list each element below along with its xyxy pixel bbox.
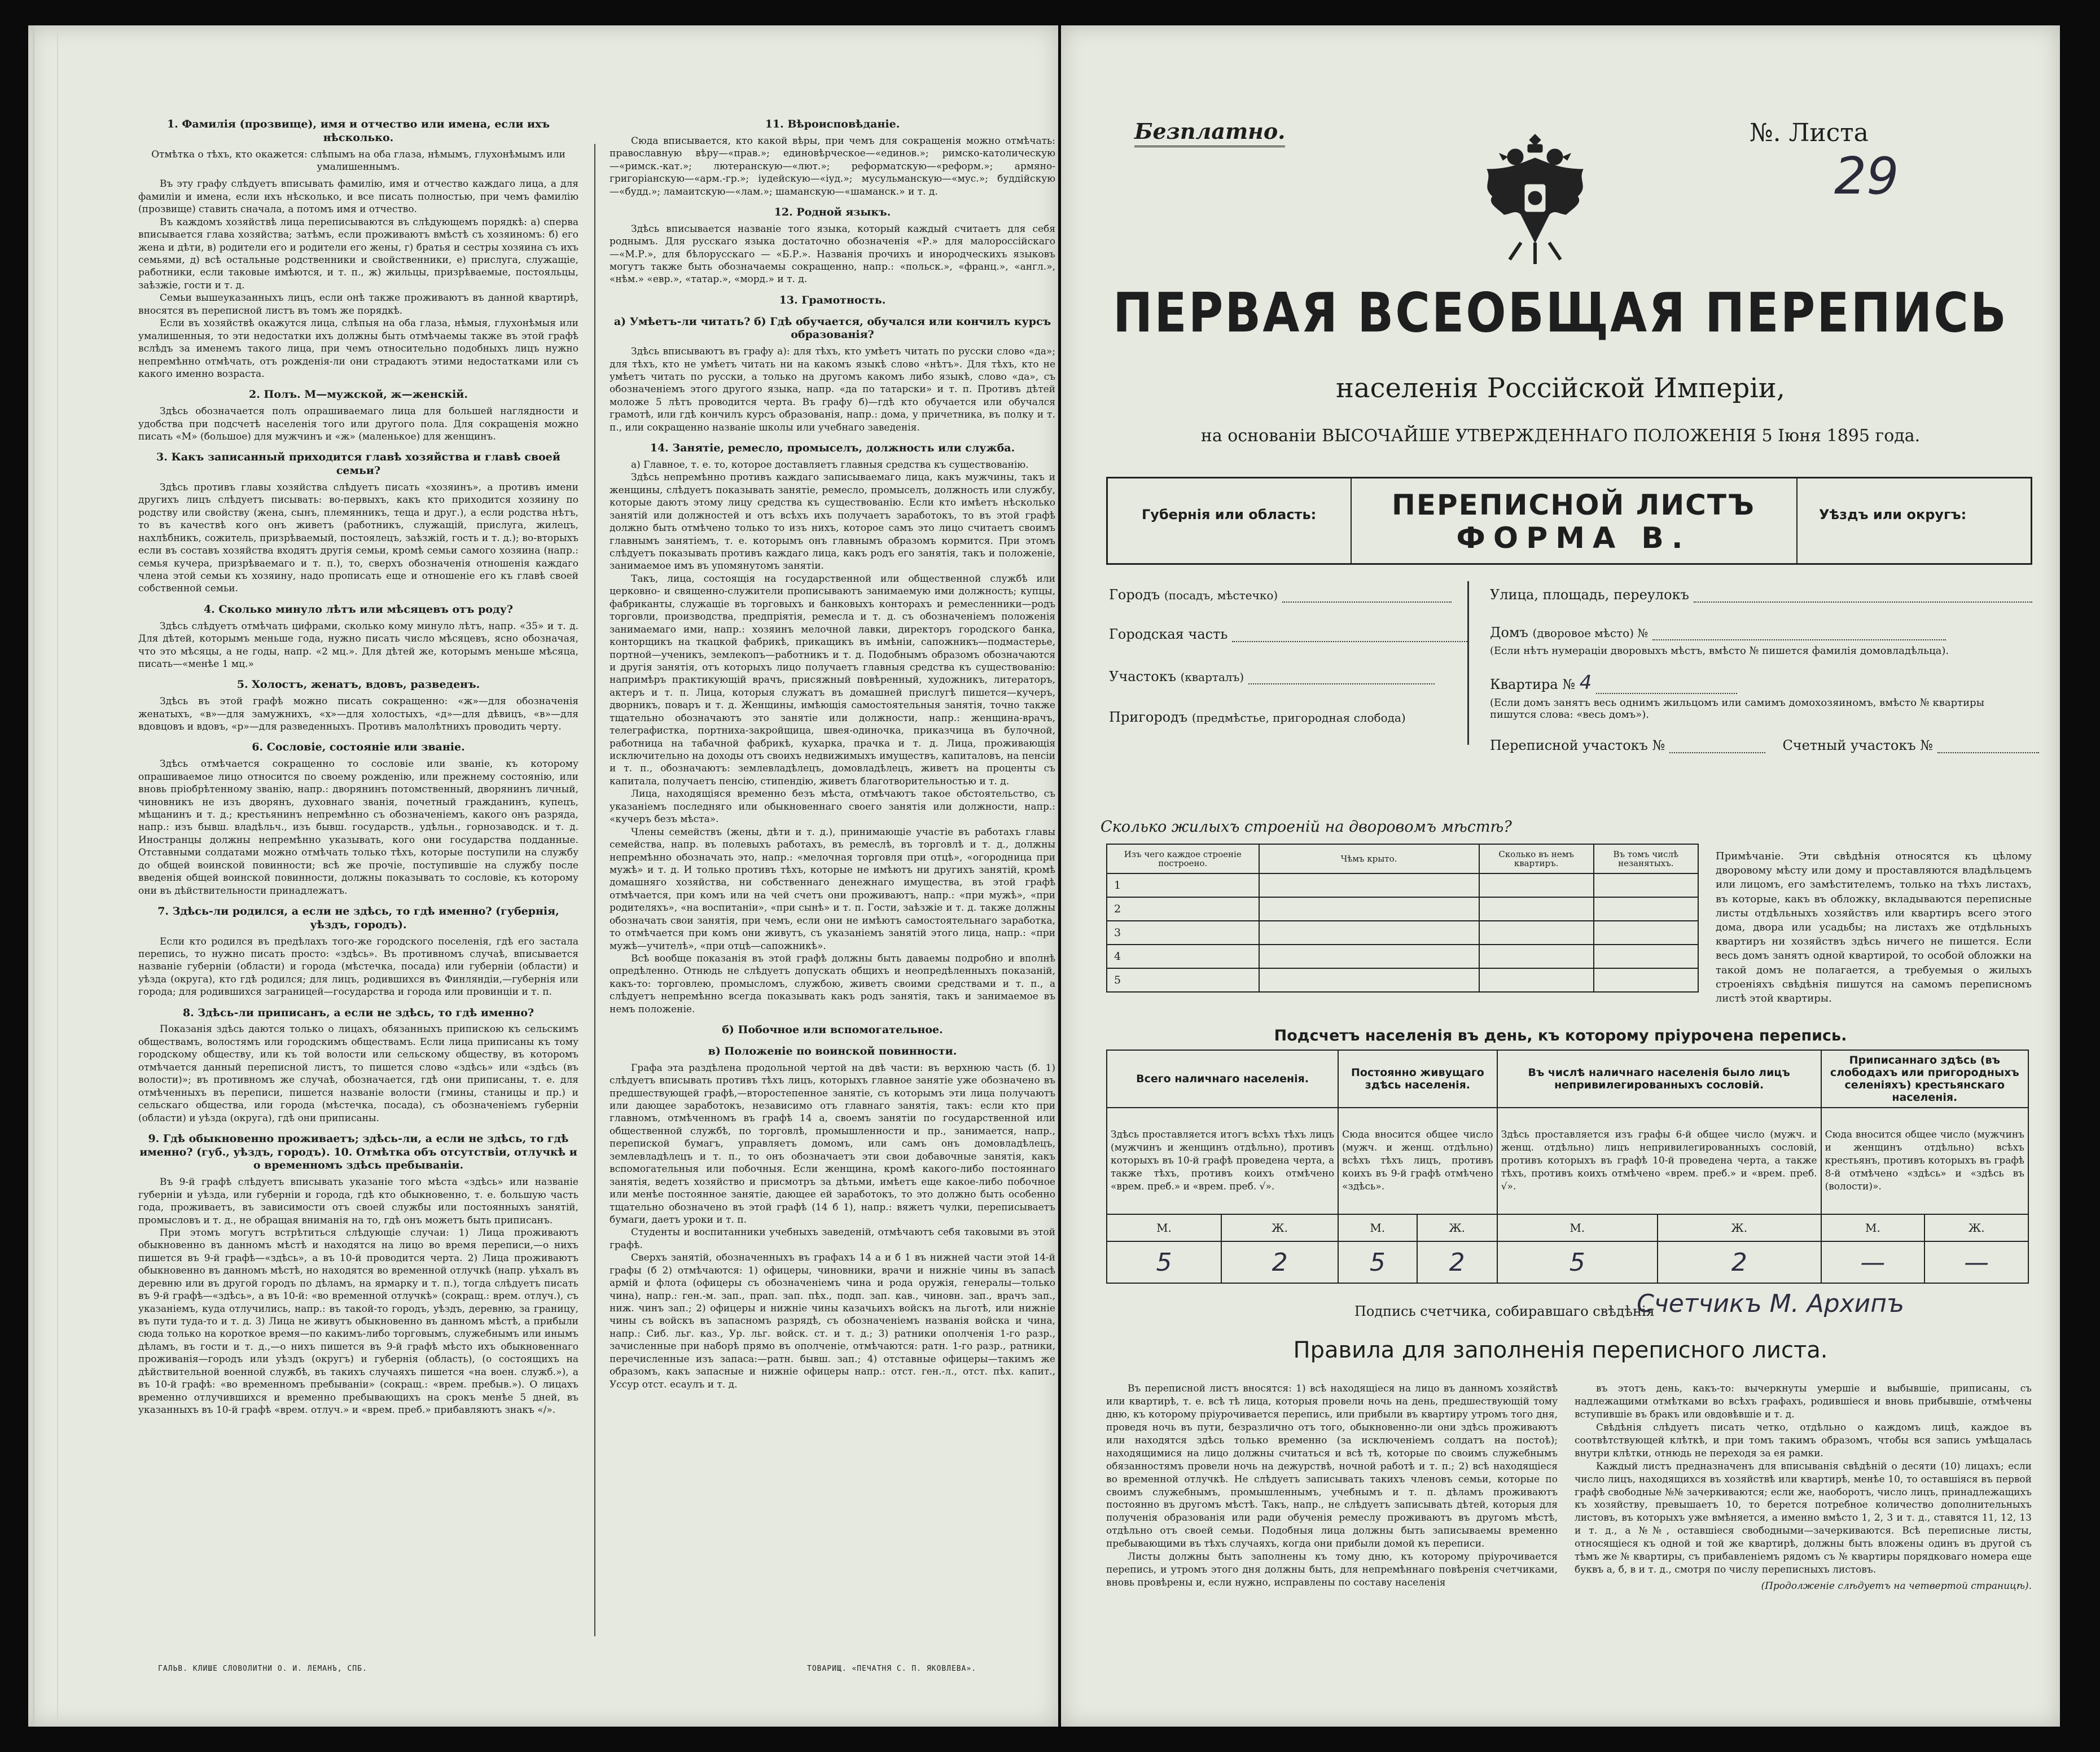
instruction-heading: 12. Родной языкъ. — [774, 205, 891, 218]
precinct-label: Участокъ — [1109, 669, 1176, 684]
table-cell — [1479, 968, 1594, 992]
instruction-heading: в) Положеніе по воинской повинности. — [708, 1044, 957, 1057]
buildings-note: Примѣчаніе. Эти свѣдѣнія относятся къ цѣлому дворовому мѣсту или дому и проставляются владѣльцемъ или лицомъ, его замѣстителемъ, только на тѣхъ листахъ, въ которые, какъ въ обложку, вкладываются переписные листы отдѣльныхъ хозяйствъ или квартиръ всего этого дома, двора или усадьбы; на листахъ же отдѣльныхъ квартиръ ни хозяйствъ здѣсь ничего не пишется. Если весь домъ занятъ одной квартирой, то особой обложки на такой домъ не полагается, а требуемыя о жилыхъ строеніяхъ свѣдѣнія пишутся на самомъ переписномъ листѣ этой квартиры. — [1716, 850, 2032, 1004]
instruction-heading: 4. Сколько минуло лѣтъ или мѣсяцевъ отъ роду? — [203, 603, 514, 616]
instruction-paragraph: Здѣсь отмѣчается сокращенно то сословіе или званіе, къ которому опрашиваемое лицо относится по своему рожденію, или прежнему состоянію, или вновь пріобрѣтенному званію, напр.: дворянинъ потомственный, дворянинъ личный, чиновникъ не изъ дворянъ, духовнаго званія, почетный гражданинъ, купецъ, мѣщанинъ и т. д.; крестьянинъ непремѣнно съ обозначеніемъ, какого онъ разряда, напр.: изъ бывш. владѣльч., изъ бывш. государств., удѣльн., горнозаводск. и т. д. Иностранцы должны непремѣнно указывать, кого они государства подданные. Отставными солдатами можно отмѣчать только тѣхъ, которые поступили на службу до общей воинской повинности; всѣ же прочіе, поступившіе на службу после введенія общей воинской повинности, должны показывать то сословіе, къ которому они въ дѣйствительности принадлежатъ. — [138, 758, 578, 897]
form-header-box — [1106, 477, 2032, 565]
instructions-column-left — [138, 110, 578, 1642]
table-cell — [1479, 873, 1594, 897]
male-label: М. — [1497, 1214, 1658, 1241]
female-count: 2 — [1221, 1241, 1338, 1283]
male-count: — — [1821, 1241, 1925, 1283]
signature-label: Подпись счетчика, собиравшаго свѣдѣнія — [1354, 1303, 1655, 1319]
apartment-value: 4 — [1579, 671, 1592, 694]
rules-title: Правила для заполненія переписного листа. — [1293, 1337, 1828, 1363]
rules-column-left — [1106, 1382, 1558, 1589]
buildings-table — [1106, 844, 1699, 993]
instruction-paragraph: Здѣсь въ этой графѣ можно писать сокращенно: «ж»—для обозначенія женатыхъ, «в»—для замужнихъ, «х»—для холостыхъ, «д»—для дѣвицъ, «в»—для вдовцовъ и вдовъ, «р»—для разведенныхъ. Противъ малолѣтнихъ проводить черту. — [138, 696, 578, 732]
female-label: Ж. — [1417, 1214, 1497, 1241]
instruction-paragraph: Если кто родился въ предѣлахъ того-же городского поселенія, гдѣ его застала перепись, то нужно писать просто: «здѣсь». Въ противномъ случаѣ, вписывается названіе губерніи (области) и города (мѣстечка, посада) или губерніи (области) и уѣзда (округа), кто гдѣ родился; для лицъ, родившихся въ Финляндіи,—губернія или города; для родившихся заграницей—государства и города или провинціи и т. п. — [138, 936, 578, 998]
instruction-heading: 7. Здѣсь-ли родился, а если не здѣсь, то гдѣ именно? (губернія, уѣздъ, городъ). — [157, 905, 559, 931]
signature-value: Счетчикъ М. Архипъ — [1637, 1289, 1905, 1318]
table-cell — [1479, 921, 1594, 945]
row-number: 4 — [1107, 945, 1259, 968]
buildings-table-header: Чѣмъ крыто. — [1259, 844, 1479, 873]
instruction-heading: 9. Гдѣ обыкновенно проживаетъ; здѣсь-ли, а если не здѣсь, то гдѣ именно? (губ., уѣздъ, городъ). 10. Отмѣтка объ отсутствіи, отлучкѣ и о временномъ здѣсь пребываніи. — [139, 1132, 577, 1172]
instruction-paragraph: Лица, находящіяся временно безъ мѣста, отмѣчаютъ такое обстоятельство, съ указаніемъ последняго или обыкновеннаго своего занятія или должности, напр.: «кучеръ безъ мѣста». — [610, 788, 1055, 825]
table-cell — [1259, 921, 1479, 945]
female-label: Ж. — [1658, 1214, 1821, 1241]
suburb-label: Пригородъ — [1109, 709, 1188, 725]
sheet-number-label: №. Листа — [1750, 118, 1869, 147]
census-subtitle: населенія Россійской Имперіи, — [1336, 372, 1785, 404]
male-label: М. — [1821, 1214, 1925, 1241]
female-label: Ж. — [1221, 1214, 1338, 1241]
instruction-paragraph: Здѣсь вписываютъ въ графу а): для тѣхъ, кто умѣетъ читать по русски слово «да»; для тѣхъ, кто не умѣетъ читать ни на какомъ языкѣ слово «нѣтъ». Для тѣхъ, кто не умѣетъ читать по русски, а только на другомъ какомъ либо языкѣ, слово «да», съ обозначеніемъ этого другого языка, напр. «да по татарски» и т. п. Противъ дѣтей моложе 5 лѣтъ проводится черта. Въ графу б)—гдѣ кто обучается или обучался грамотѣ, или гдѣ кончилъ курсъ образованія, напр.: дома, у причетника, въ полку и т. п., или сокращенно названіе школы или учебнаго заведенія. — [610, 346, 1055, 433]
count-column-header: Всего наличнаго населенія. — [1107, 1050, 1338, 1108]
census-section-field — [1490, 737, 2039, 753]
population-count-table — [1106, 1050, 2029, 1284]
district-cell — [1796, 478, 2031, 563]
count-column-description: Сюда вносится общее число (мужч. и женщ. отдѣльно) всѣхъ тѣхъ лицъ, противъ коихъ въ 9-й графѣ отмѣчено «здѣсь». — [1338, 1108, 1497, 1214]
row-number: 1 — [1107, 873, 1259, 897]
female-count: 2 — [1658, 1241, 1821, 1283]
free-label: Безплатно. — [1134, 118, 1285, 147]
city-part-field — [1109, 626, 1469, 642]
street-field — [1490, 587, 2032, 603]
instruction-paragraph: Графа эта раздѣлена продольной чертой на двѣ части: въ верхнюю часть (б. 1) слѣдуетъ вписывать противъ тѣхъ лицъ, которыхъ главное занятіе уже обозначено въ предшествующей графѣ,—второстепенное занятіе, съ которымъ эти лица получаютъ или дающее заработокъ, независимо отъ главнаго занятія, такъ: если кто при главномъ, отмѣченномъ въ графѣ 14 а, своемъ занятіи по государственной или общественной службѣ, по торговлѣ, промышленности и пр., занимается, напр., перепиской бумагъ, управляетъ домомъ, или самъ онъ домовладѣлецъ, землевладѣлецъ и т. п., то онъ обозначаетъ эти свои добавочные занятія, какъ вспомогательныя или побочныя. Если женщина, кромѣ какого-либо постояннаго занятія, ведетъ хозяйство и присмотръ за дѣтьми, имѣетъ еще какое-либо побочное или менѣе постоянное занятіе, дающее ей заработокъ, то это должно быть особенно тщательно обозначено въ этой графѣ (14 б 1), напр.: вяжетъ чулки, переписываетъ бумаги, даетъ уроки и т. п. — [610, 1062, 1055, 1226]
table-row — [1107, 897, 1698, 921]
address-divider — [1467, 581, 1469, 745]
table-cell — [1594, 921, 1698, 945]
female-label: Ж. — [1924, 1214, 2028, 1241]
district-label: Уѣздъ или округъ: — [1819, 507, 1967, 522]
count-column-header: Постоянно живущаго здѣсь населенія. — [1338, 1050, 1497, 1108]
buildings-table-header: Изъ чего каждое строеніе построено. — [1107, 844, 1259, 873]
precinct-field — [1109, 669, 1435, 684]
rule-paragraph: Листы должны быть заполнены къ тому дню, къ которому пріурочивается перепись, и утромъ этого дня должны быть, для непремѣннаго повѣренія счетчиками, вновь провѣрены и, если нужно, исправлены по составу населенія — [1106, 1551, 1558, 1589]
double-headed-eagle-icon — [1476, 130, 1594, 271]
house-field — [1490, 625, 1946, 640]
table-row — [1107, 921, 1698, 945]
male-label: М. — [1107, 1214, 1221, 1241]
instruction-paragraph: Члены семействъ (жены, дѣти и т. д.), принимающіе участіе въ работахъ главы семейства, напр. въ полевыхъ работахъ, въ ремеслѣ, въ торговлѣ и т. д., должны непремѣнно обозначать это, напр.: «мелочная торговля при отцѣ», «огородница при мужѣ» и т. д. И только противъ тѣхъ, которые не имѣютъ ни другихъ занятій, кромѣ домашняго хозяйства, ни собственнаго денежнаго имущества, въ этой графѣ отмѣчается, при комъ или на чей счетъ они проживаютъ, напр.: «при мужѣ», «при родителяхъ», «на воспитаніи», «при сынѣ» и т. п. Гости, заѣзжіе и т. д. также должны обозначать свои занятія, при чемъ, если они не имѣютъ самостоятельнаго заработка, то отмѣчается при комъ они живутъ, съ указаніемъ занятій этого лица, напр.: «при мужѣ—учителѣ», «при отцѣ—сапожникѣ». — [610, 826, 1055, 952]
row-number: 2 — [1107, 897, 1259, 921]
count-column-description: Сюда вносится общее число (мужчинъ и женщинъ отдѣльно) всѣхъ крестьянъ, противъ которыхъ въ графѣ 8-й отмѣчено «здѣсь» и «здѣсь въ (волости)». — [1821, 1108, 2028, 1214]
instruction-heading: б) Побочное или вспомогательное. — [722, 1024, 943, 1037]
rule-paragraph: Свѣдѣнія слѣдуетъ писать четко, отдѣльно о каждомъ лицѣ, каждое въ соотвѣтствующей клѣткѣ, и при томъ такимъ образомъ, чтобы вся запись умѣщалась внутри клѣтки, отнюдь не переходя за ея рамки. — [1575, 1421, 2032, 1459]
row-number: 3 — [1107, 921, 1259, 945]
male-count: 5 — [1107, 1241, 1221, 1283]
suburb-hint: (предмѣстье, пригородная слобода) — [1191, 711, 1406, 724]
right-page — [1061, 25, 2060, 1727]
instruction-paragraph: Здѣсь противъ главы хозяйства слѣдуетъ писать «хозяинъ», а противъ имени другихъ лицъ слѣдуетъ писывать: во-первыхъ, какъ кто приходится хозяину по родству или свойству (жена, сынъ, племянникъ, теща и друг.), а если родства нѣтъ, то въ качествѣ кого онъ живетъ (работникъ, служащій, прислуга, жилецъ, нахлѣбникъ, сожитель, призрѣваемый, постоялецъ, заѣзжій, гость и т. д.); во-вторыхъ если въ составъ хозяйства входятъ другія семьи, кромѣ семьи самого хозяина (напр.: семья кучера, призрѣваемаго и т. п.), то, сверхъ обозначенія отношенія каждаго члена этой семьи къ хозяину, надо прописать еще и отношеніе его къ главѣ своей собственной семьи. — [138, 481, 578, 595]
instruction-paragraph: Здѣсь обозначается полъ опрашиваемаго лица для большей наглядности и удобства при подсчетѣ населенія того или другого пола. Для сокращенія можно писать «М» (большое) для мужчинъ и «ж» (маленькое) для женщинъ. — [138, 406, 578, 442]
count-column-header: Приписаннаго здѣсь (въ слободахъ или пригородныхъ селеніяхъ) крестьянскаго населенія. — [1821, 1050, 2028, 1108]
instruction-paragraph: Здѣсь слѣдуетъ отмѣчать цифрами, сколько кому минуло лѣтъ, напр. «35» и т. д. Для дѣтей, которымъ меньше года, нужно писать число мѣсяцевъ, ясно обозначая, что это мѣсяцы, а не годы, напр. «2 мц.». Для дѣтей же, которымъ меньше мѣсяца, писать—«менѣе 1 мц.» — [138, 620, 578, 670]
female-count: — — [1924, 1241, 2028, 1283]
instruction-paragraph: Здѣсь непремѣнно противъ каждаго записываемаго лица, какъ мужчины, такъ и женщины, слѣдуетъ показывать занятіе, ремесло, промыселъ, должность или службу, которые даютъ этому лицу средства къ существованію. Если кто имѣетъ нѣсколько занятій или должностей и отъ всѣхъ ихъ получаетъ заработокъ, то въ этой графѣ должно быть отмѣчено только то изъ нихъ, которое самъ это лицо считаетъ своимъ главнымъ занятіемъ, т. е. которымъ онъ главнымъ образомъ кормится. При этомъ слѣдуетъ показывать противъ каждаго лица, какъ родъ его занятія, такъ и положеніе, занимаемое имъ въ упомянутомъ занятіи. — [610, 472, 1055, 572]
count-column-header: Въ числѣ наличнаго населенія было лицъ непривилегированныхъ сословій. — [1497, 1050, 1821, 1108]
form-subtitle: ФОРМА В. — [1456, 521, 1691, 555]
count-section-label: Счетный участокъ № — [1782, 737, 1933, 753]
city-hint: (посадъ, мѣстечко) — [1164, 589, 1278, 602]
suburb-field — [1109, 709, 1406, 725]
row-number: 5 — [1107, 968, 1259, 992]
province-cell — [1108, 478, 1352, 563]
census-section-label: Переписной участокъ № — [1490, 737, 1665, 753]
instruction-paragraph: Здѣсь вписывается названіе того языка, который каждый считаетъ для себя роднымъ. Для русскаго языка достаточно обозначенія «Р.» для малороссійскаго—«М.Р.», для бѣлорусскаго — «Б.Р.». Названія прочихъ и инородческихъ языковъ могутъ также быть обозначаемы сокращенно, напр.: «польск.», «франц.», «англ.», «нѣм.» «евр.», «татар.», «морд.» и т. д. — [610, 223, 1055, 286]
precinct-hint: (кварталъ) — [1180, 670, 1244, 684]
rule-paragraph: Въ переписной листъ вносятся: 1) всѣ находящіеся на лицо въ данномъ хозяйствѣ или квартирѣ, т. е. всѣ тѣ лица, которыя провели ночь на день, предшествующій тому дню, къ которому пріурочивается перепись, или прибыли въ квартиру утромъ того дня, проведя ночь въ пути, безразлично отъ того, обыкновенно-ли они здѣсь проживаютъ или находятся здѣсь только временно (за исключеніемъ солдатъ на постоѣ); находящимися на лицо должны считаться и всѣ тѣ, которые по своимъ служебнымъ обязанностямъ провели ночь на дежурствѣ, ночной работѣ и т. п.; 2) всѣ находящіеся во временной отлучкѣ. Не слѣдуетъ записывать такихъ членовъ семьи, которые по своимъ служебнымъ, промышленнымъ, учебнымъ и т. п. дѣламъ проживаютъ постоянно въ другомъ мѣстѣ. Такъ, напр., не слѣдуетъ записывать дѣтей, которыя для полученія образованія или ради обученія ремеслу проживаютъ въ другомъ мѣстѣ, отдѣльно отъ своей семьи. Подобныя лица должны быть записываемы временно пребывающими въ тѣхъ случаяхъ, когда они прибыли домой къ переписи. — [1106, 1383, 1558, 1550]
instruction-paragraph: Студенты и воспитанники учебныхъ заведеній, отмѣчаютъ себя таковыми въ этой графѣ. — [610, 1227, 1055, 1251]
table-cell — [1259, 873, 1479, 897]
table-cell — [1259, 897, 1479, 921]
rule-paragraph: Каждый листъ предназначенъ для вписыванія свѣдѣній о десяти (10) лицахъ; если число лицъ, находящихся въ хозяйствѣ или квартирѣ, менѣе 10, то оставшіяся въ первой графѣ свободные №№ зачеркиваются; если же, наоборотъ, число лицъ, принадлежащихъ къ хозяйству, превышаетъ 10, то берется потребное количество дополнительныхъ листовъ, въ которыхъ уже вмѣняется, а именно вмѣсто 1, 2, 3 и т. д., ставятся 11, 12, 13 и т. д., а №№, оставшіеся свободными—зачеркиваются. Всѣ переписные листы, относящіеся къ одной и той же квартирѣ, должны быть вложены одинъ въ другой съ тѣмъ же № квартиры, съ прибавленіемъ рядомъ съ № квартиры порядковаго номера еще буквъ а, б, в и т. д., смотря по числу переписныхъ листовъ. — [1575, 1460, 2032, 1576]
house-label: Домъ — [1490, 625, 1528, 640]
count-column-description: Здѣсь проставляется итогъ всѣхъ тѣхъ лицъ (мужчинъ и женщинъ отдѣльно), противъ которыхъ въ 10-й графѣ проведена черта, а также тѣхъ, противъ коихъ отмѣчено «врем. преб.» и «врем. преб. √». — [1107, 1108, 1338, 1214]
buildings-table-header: Сколько въ немъ квартиръ. — [1479, 844, 1594, 873]
instruction-heading: 5. Холостъ, женатъ, вдовъ, разведенъ. — [236, 678, 480, 691]
enumerator-signature — [1354, 1289, 1905, 1319]
instruction-paragraph: Въ эту графу слѣдуетъ вписывать фамилію, имя и отчество каждаго лица, а для фамиліи и имена, если ихъ нѣсколько, и все писать полностью, при чемъ фамилію (прозвище) ставить сначала, а потомъ имя и отчество. — [138, 178, 578, 216]
table-cell — [1594, 897, 1698, 921]
instruction-paragraph: Если въ хозяйствѣ окажутся лица, слѣпыя на оба глаза, нѣмыя, глухонѣмыя или умалишенныя, то эти недостатки ихъ должны быть отмѣчаемы также въ этой графѣ вслѣдъ за именемъ такого лица, при чемъ относительно подобныхъ лицъ нужно непремѣнно отмѣчать, отъ рожденія-ли они страдаютъ этими недостатками или съ какого именно возраста. — [138, 318, 578, 380]
population-count-title: Подсчетъ населенія въ день, къ которому пріурочена перепись. — [1274, 1027, 1847, 1044]
table-cell — [1594, 945, 1698, 968]
city-label: Городъ — [1109, 587, 1160, 603]
instruction-heading: 8. Здѣсь-ли приписанъ, а если не здѣсь, то гдѣ именно? — [182, 1006, 534, 1019]
male-count: 5 — [1497, 1241, 1658, 1283]
male-count: 5 — [1338, 1241, 1417, 1283]
buildings-question: Сколько жилыхъ строеній на дворовомъ мѣстѣ? — [1101, 818, 1512, 836]
instruction-heading: 6. Сословіе, состояніе или званіе. — [252, 741, 465, 754]
table-cell — [1259, 968, 1479, 992]
stacked-page-edges — [33, 25, 58, 1727]
instruction-paragraph: Семьи вышеуказанныхъ лицъ, если онѣ также проживаютъ въ данной квартирѣ, вносятся въ переписной листъ въ томъ же порядкѣ. — [138, 292, 578, 317]
table-row — [1107, 968, 1698, 992]
printer-imprint-left: ГАЛЬВ. КЛИШЕ СЛОВОЛИТНИ О. И. ЛЕМАНЪ, СПБ. — [158, 1665, 367, 1673]
instruction-heading: а) Умѣетъ-ли читать? б) Гдѣ обучается, обучался или кончилъ курсъ образованія? — [613, 315, 1051, 341]
table-cell — [1479, 897, 1594, 921]
table-cell — [1594, 873, 1698, 897]
form-title-cell — [1351, 478, 1798, 563]
form-title: ПЕРЕПИСНОЙ ЛИСТЪ — [1392, 489, 1755, 521]
instruction-heading: 1. Фамилія (прозвище), имя и отчество или имена, если ихъ нѣсколько. — [166, 118, 550, 144]
instruction-note: Отмѣтка о тѣхъ, кто окажется: слѣпымъ на оба глаза, нѣмымъ, глухонѣмымъ или умалишеннымъ. — [151, 148, 565, 173]
instruction-paragraph: Всѣ вообще показанія въ этой графѣ должны быть даваемы подробно и вполнѣ опредѣленно. Отнюдь не слѣдуетъ допускать общихъ и неопредѣленныхъ показаній, какъ-то: торговлею, промысломъ, службою, живетъ своими средствами и т. п., а слѣдуетъ непремѣнно всегда показывать какъ родъ занятія, такъ и занимаемое въ немъ положеніе. — [610, 953, 1055, 1015]
instruction-heading: 14. Занятіе, ремесло, промыселъ, должность или служба. — [650, 442, 1015, 455]
city-part-label: Городская часть — [1109, 626, 1228, 642]
table-cell — [1594, 968, 1698, 992]
column-divider — [594, 144, 595, 1636]
instruction-heading: 2. Полъ. М—мужской, ж—женскій. — [248, 388, 468, 401]
table-cell — [1479, 945, 1594, 968]
sheet-number-value: 29 — [1834, 147, 1899, 206]
continuation-note: (Продолженіе слѣдуетъ на четвертой страницѣ). — [1761, 1580, 2032, 1592]
left-page — [28, 25, 1058, 1727]
table-row — [1107, 945, 1698, 968]
instruction-paragraph: Такъ, лица, состоящія на государственной или общественной службѣ или церковно- и священно-служители прописываютъ занимаемую ими должность; купцы, фабриканты, служащіе въ торговыхъ и банковыхъ конторахъ и ремесленники—родъ торговли, производства, предпріятія, ремесла и т. д. съ обозначеніемъ положенія занимаемаго ими, напр.: хозяинъ мелочной лавки, директоръ городского банка, конторщикъ на ткацкой фабрикѣ, прикащикъ въ имѣніи, сапожникъ—подмастерье, портной—ученикъ, землекопъ—работникъ и т. д. Подобнымъ образомъ обозначаются и другія занятія, отъ которыхъ лицо получаетъ главныя средства къ существованію: напримѣръ практикующій врачъ, присяжный повѣренный, художникъ, литераторъ, актеръ и т. п. Лица, которыя служатъ въ домашней прислугѣ пишется—кучеръ, дворникъ, поваръ и т. д. Женщины, имѣющія самостоятельныя занятія, точно также тщательно обозначаютъ это занятіе или должности, напр.: женщина-врачъ, телеграфистка, портниха-закройщица, швея-одиночка, приказчица въ булочной, работница на табачной фабрикѣ, кухарка, прачка и т. д. Лица, проживающія исключительно на доходы отъ своихъ недвижимыхъ имуществъ, капиталовъ, на пенсіи и т. п., обозначаютъ: землевладѣлецъ, домовладѣлецъ, живетъ на проценты съ капитала, получаетъ пенсію, стипендію, живетъ благотворительностью и т. д. — [610, 573, 1055, 787]
instruction-paragraph: а) Главное, т. е. то, которое доставляетъ главныя средства къ существованію. — [631, 459, 1029, 471]
street-label: Улица, площадь, переулокъ — [1490, 587, 1689, 603]
instruction-paragraph: При этомъ могутъ встрѣтиться слѣдующіе случаи: 1) Лица проживаютъ обыкновенно въ данномъ мѣстѣ и находятся на лицо во время переписи,—о нихъ пишется въ 9-й графѣ—«здѣсь», а въ 10-й проводится черта. 2) Лица проживаютъ обыкновенно въ данномъ мѣстѣ, но находятся во временной отлучкѣ (напр. уѣхалъ въ деревню или въ другой городъ по дѣламъ, на ярмарку и т. п.), тогда слѣдуетъ писать въ 9-й графѣ—«здѣсь», а въ 10-й: «во временной отлучкѣ» (сокращ.: врем. отлуч.), съ указаніемъ, куда отлучились, напр.: въ такой-то городъ, уѣздъ, деревню, за границу, въ пути туда-то и т. д. 3) Лица не живутъ обыкновенно въ данномъ мѣстѣ, а прибыли сюда только на короткое время—по какимъ-либо торговымъ, служебнымъ или инымъ дѣламъ, въ гости и т. д.,—о нихъ пишется въ 9-й графѣ мѣсто ихъ обыкновеннаго проживанія—городъ или уѣздъ (округъ) и губернія (область), (о состоящихъ на дѣйствительной военной службѣ, въ такихъ случаяхъ пишется «на воен. служб.»), а въ 10-й графѣ: «во временномъ пребываніи» (сокращ.: «врем. пребыв.»). О лицахъ временно отлучившихся и временно пребывающихъ на срокъ менѣе 5 дней, въ указанныхъ въ 10-й графѣ «врем. отлуч.» и «врем. преб.» прибавляютъ знакъ «/». — [138, 1227, 578, 1416]
instruction-heading: 13. Грамотность. — [779, 293, 886, 306]
instruction-heading: 3. Какъ записанный приходится главѣ хозяйства и главѣ своей семьи? — [156, 451, 560, 477]
printer-imprint-right: ТОВАРИЩ. «ПЕЧАТНЯ С. П. ЯКОВЛЕВА». — [807, 1665, 977, 1673]
sheet-number — [1750, 118, 1899, 206]
instruction-paragraph: Показанія здѣсь даются только о лицахъ, обязанныхъ припискою къ сельскимъ обществамъ, волостямъ или городскимъ обществамъ. Если лица приписаны къ тому городскому обществу, или къ той волости или сельскому обществу, въ которомъ отмѣчается данный переписной листъ, то пишется слово «здѣсь» или «здѣсь (въ волости)»; въ противномъ же случаѣ, обозначается, гдѣ они приписаны, т. е. для отмѣченныхъ въ переписи, пишется названіе волости (гмины, станицы и пр.) и сельскаго общества, или города (мѣстечка, посада), съ обозначеніемъ губерніи (области) и уѣзда (округа), гдѣ они приписаны. — [138, 1024, 578, 1124]
instruction-paragraph: Сюда вписывается, кто какой вѣры, при чемъ для сокращенія можно отмѣчать: православную вѣру—«прав.»; единовѣрческое—«единов.»; римско-католическую—«римск.-кат.»; лютеранскую—«лют.»; реформатскую—«реформ.»; армяно-григоріанскую—«арм.-гр.»; іудейскую—«іуд.»; мусульманскую—«мус.»; буддійскую—«будд.»; ламаитскую—«лам.»; шаманскую—«шаманск.» и т. д. — [610, 135, 1055, 197]
female-count: 2 — [1417, 1241, 1497, 1283]
apartment-note: (Если домъ занятъ весь однимъ жильцомъ или самимъ домохозяиномъ, вмѣсто № квартиры пишутся слова: «весь домъ»). — [1490, 697, 1984, 721]
apartment-label: Квартира № — [1490, 677, 1576, 692]
city-field — [1109, 587, 1452, 603]
house-hint: (дворовое мѣсто) № — [1532, 626, 1649, 640]
instructions-column-right — [610, 110, 1055, 1642]
house-note: (Если нѣтъ нумераціи дворовыхъ мѣстъ, вмѣсто № пишется фамилія домовладѣльца). — [1490, 645, 1949, 657]
census-title: ПЕРВАЯ ВСЕОБЩАЯ ПЕРЕПИСЬ — [1113, 280, 2008, 345]
instruction-paragraph: Въ каждомъ хозяйствѣ лица переписываются въ слѣдующемъ порядкѣ: а) сперва вписывается глава хозяйства; затѣмъ, если проживаютъ вмѣстѣ съ хозяиномъ: б) его жена и дѣти, в) родители его и родители его жены, г) братья и сестры хозяина съ ихъ семьями, д) всѣ остальные родственники и свойственники, е) прислуга, служащіе, работники, если таковые имѣются, и т. п., ж) жильцы, призрѣваемые, постояльцы, заѣзжіе, гости и т. д. — [138, 216, 578, 291]
rule-paragraph: въ этотъ день, какъ-то: вычеркнуты умершіе и выбывшіе, приписаны, съ надлежащими отмѣтками во всѣхъ графахъ, родившіеся и вновь прибывшіе, отмѣчены вступившіе въ бракъ или овдовѣвшіе и т. д. — [1575, 1383, 2032, 1420]
table-row — [1107, 873, 1698, 897]
legal-basis: на основаніи ВЫСОЧАЙШЕ УТВЕРЖДЕННАГО ПОЛОЖЕНІЯ 5 Іюня 1895 года. — [1200, 426, 1921, 446]
buildings-table-header: Въ томъ числѣ незанятыхъ. — [1594, 844, 1698, 873]
instruction-heading: 11. Вѣроисповѣданіе. — [765, 118, 900, 130]
table-cell — [1259, 945, 1479, 968]
apartment-field — [1490, 671, 1737, 694]
instruction-paragraph: Въ 9-й графѣ слѣдуетъ вписывать указаніе того мѣста «здѣсь» или названіе губерніи и уѣзда, или губерніи и города, гдѣ кто обыкновенно, т. е. большую часть года, проживаетъ, въ зависимости отъ своей службы или постоянныхъ занятій, промысловъ и т. д., не обращая вниманія на то, гдѣ онъ можетъ быть приписанъ. — [138, 1176, 578, 1226]
province-label: Губернія или область: — [1142, 507, 1317, 522]
rules-column-right — [1575, 1382, 2032, 1593]
count-column-description: Здѣсь проставляется изъ графы 6-й общее число (мужч. и женщ. отдѣльно) лицъ непривилегированныхъ сословій, противъ которыхъ въ графѣ 10-й проведена черта, а также тѣхъ, противъ коихъ отмѣчено «врем. преб.» и «врем. преб. √». — [1497, 1108, 1821, 1214]
male-label: М. — [1338, 1214, 1417, 1241]
instruction-paragraph: Сверхъ занятій, обозначенныхъ въ графахъ 14 а и б 1 въ нижней части этой 14-й графы (б 2) отмѣчаются: 1) офицеры, чиновники, врачи и нижніе чины въ запасѣ армій и флота (офицеры съ обозначеніемъ чина и рода оружія, генералы—только чина), напр.: ген.-м. зап., прап. зап. пѣх., подп. зап. кав., чиновн. зап., врачъ зап., ниж. чинъ зап.; 2) офицеры и нижніе чины казачьихъ войскъ на льготѣ, или нижніе чины съ войскъ въ запасномъ разрядѣ, съ обозначеніемъ названія войска и чина, напр.: Сиб. льг. каз., Ур. льг. войск. ст. и т. д.; 3) ратники ополченія 1-го разр., зачисленные при наборѣ прямо въ ополченіе, отмѣчаются: ратн. 1-го разр., ратники, перечисленные изъ запаса:—ратн. бывш. зап.; 4) отставные офицеры—такимъ же образомъ, какъ запасные и нижніе офицеры напр.: отст. ген.-л., отст. пѣх. капит., Уссур отст. есаулъ и т. д. — [610, 1252, 1055, 1390]
